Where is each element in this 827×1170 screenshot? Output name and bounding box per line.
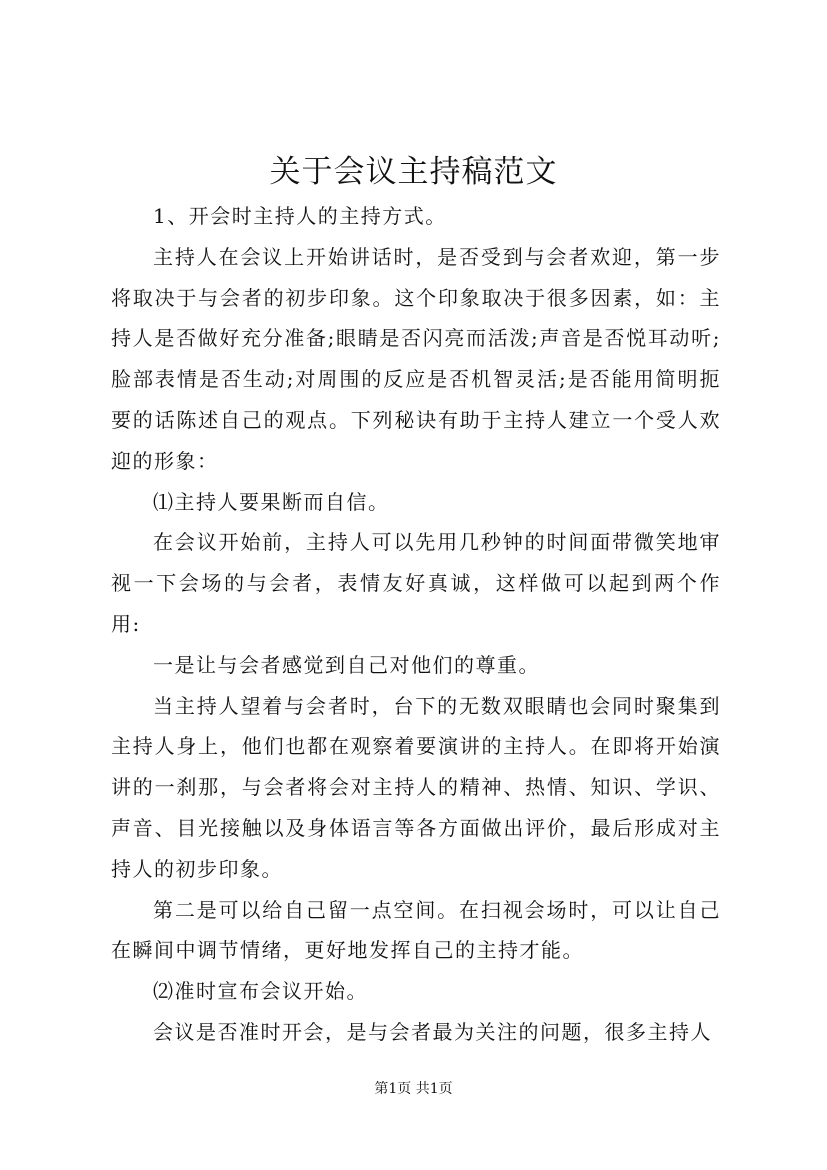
paragraph: 在会议开始前，主持人可以先用几秒钟的时间面带微笑地审视一下会场的与会者，表情友好真诚，这样做可以起到两个作用: <box>111 530 721 636</box>
paragraph: ⑵准时宣布会议开始。 <box>153 979 368 1004</box>
paragraph: 一是让与会者感觉到自己对他们的尊重。 <box>153 652 540 677</box>
document-body <box>111 196 721 1053</box>
page-footer: 第1页 共1页 <box>374 1081 453 1097</box>
paragraph: 会议是否准时开会，是与会者最为关注的问题，很多主持人 <box>153 1019 712 1044</box>
document-title: 关于会议主持稿范文 <box>269 154 558 190</box>
paragraph: ⑴主持人要果断而自信。 <box>153 489 390 514</box>
paragraph: 主持人在会议上开始讲话时，是否受到与会者欢迎，第一步将取决于与会者的初步印象。这个印象取决于很多因素，如：主持人是否做好充分准备;眼睛是否闪亮而活泼;声音是否悦耳动听;脸部表情是否生动;对周围的反应是否机智灵活;是否能用简明扼要的话陈述自己的观点。下列秘诀有助于主持人建立一个受人欢迎的形象： <box>111 244 721 473</box>
paragraph: 第二是可以给自己留一点空间。在扫视会场时，可以让自己在瞬间中调节情绪，更好地发挥自己的主持才能。 <box>111 897 721 963</box>
paragraph: 当主持人望着与会者时，台下的无数双眼睛也会同时聚集到主持人身上，他们也都在观察着要演讲的主持人。在即将开始演讲的一刹那，与会者将会对主持人的精神、热情、知识、学识、声音、目光接触以及身体语言等各方面做出评价，最后形成对主持人的初步印象。 <box>111 693 721 881</box>
paragraph: 1、开会时主持人的主持方式。 <box>153 204 447 228</box>
